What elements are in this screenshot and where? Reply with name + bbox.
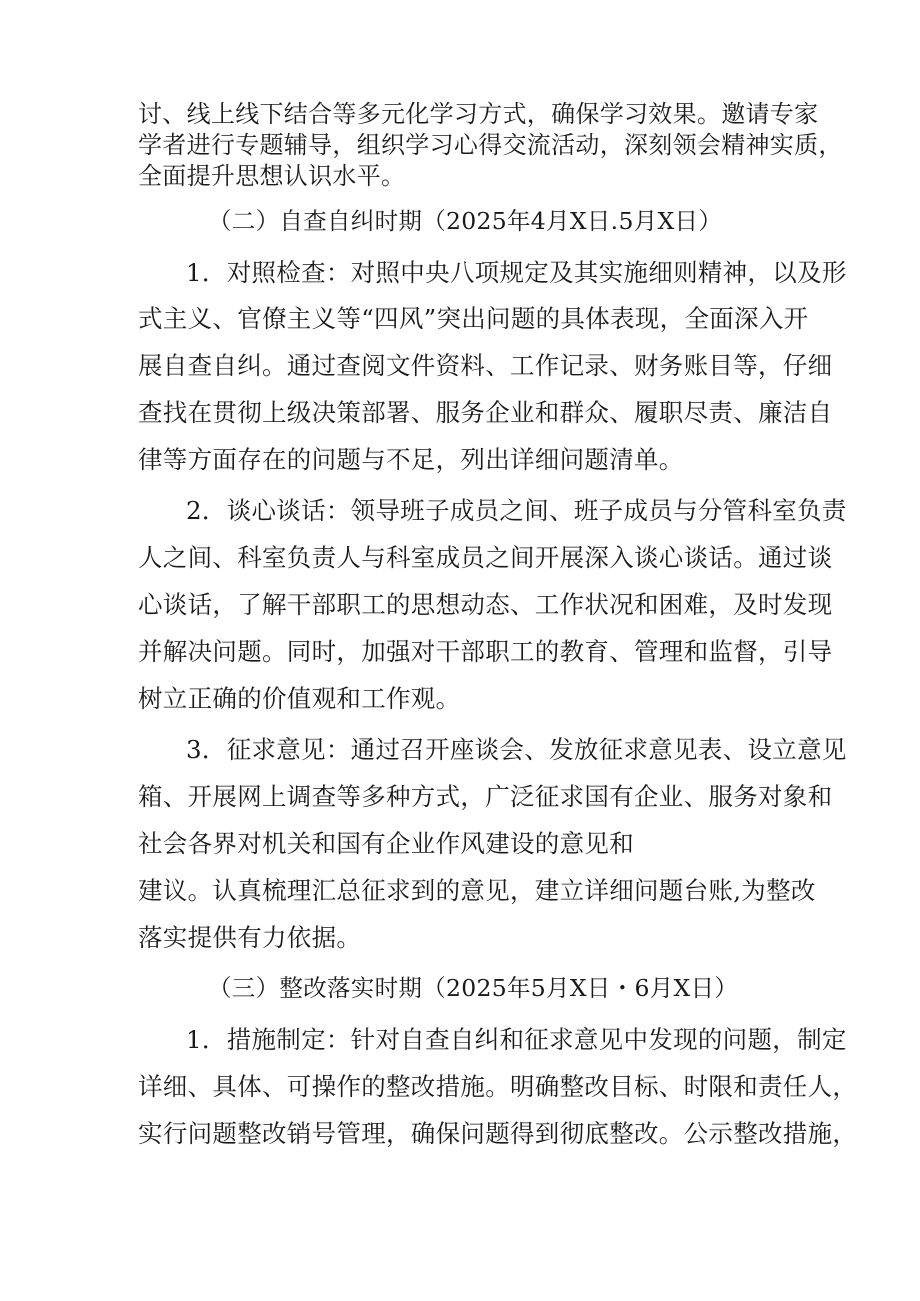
item-2-line-2: 人之间、科室负责人与科室成员之间开展深入谈心谈话。通过谈 (138, 543, 833, 572)
item-1-line-5: 律等方面存在的问题与不足，列出详细问题清单。 (138, 445, 684, 474)
item-3-line-4: 建议。认真梳理汇总征求到的意见，建立详细问题台账,为整改 (138, 876, 816, 905)
item-3-line-5: 落实提供有力依据。 (138, 923, 362, 952)
item-4-line-2: 详细、具体、可操作的整改措施。明确整改目标、时限和责任人， (138, 1072, 858, 1101)
item-1-line-4: 查找在贯彻上级决策部署、服务企业和群众、履职尽责、廉洁自 (138, 398, 833, 427)
item-1-line-2: 式主义、官僚主义等“四风”突出问题的具体表现，全面深入开 (138, 304, 809, 333)
item-3-line-1: 3．征求意见：通过召开座谈会、发放征求意见表、设立意见 (186, 735, 847, 764)
paragraph-line-3: 全面提升思想认识水平。 (138, 162, 406, 190)
paragraph-line-2: 学者进行专题辅导，组织学习心得交流活动，深刻领会精神实质， (138, 131, 843, 159)
section-heading-3: （三）整改落实时期（2025年5月X日・6月X日） (208, 974, 739, 1002)
item-4-line-3: 实行问题整改销号管理，确保问题得到彻底整改。公示整改措施， (138, 1119, 858, 1148)
item-1-line-3: 展自查自纠。通过查阅文件资料、工作记录、财务账目等，仔细 (138, 351, 833, 380)
item-2-line-4: 并解决问题。同时，加强对干部职工的教育、管理和监督，引导 (138, 637, 833, 666)
paragraph-line-1: 讨、线上线下结合等多元化学习方式，确保学习效果。邀请专家 (138, 100, 819, 128)
item-2-line-1: 2．谈心谈话：领导班子成员之间、班子成员与分管科室负责 (186, 496, 847, 525)
item-3-line-3: 社会各界对机关和国有企业作风建设的意见和 (138, 829, 634, 858)
item-2-line-5: 树立正确的价值观和工作观。 (138, 684, 461, 713)
section-heading-2: （二）自查自纠时期（2025年4月X日.5月X日） (208, 207, 723, 235)
item-4-line-1: 1．措施制定：针对自查自纠和征求意见中发现的问题，制定 (186, 1025, 847, 1054)
item-1-line-1: 1．对照检查：对照中央八项规定及其实施细则精神，以及形 (186, 258, 847, 287)
item-3-line-2: 箱、开展网上调查等多种方式，广泛征求国有企业、服务对象和 (138, 782, 833, 811)
item-2-line-3: 心谈话，了解干部职工的思想动态、工作状况和困难，及时发现 (138, 590, 833, 619)
